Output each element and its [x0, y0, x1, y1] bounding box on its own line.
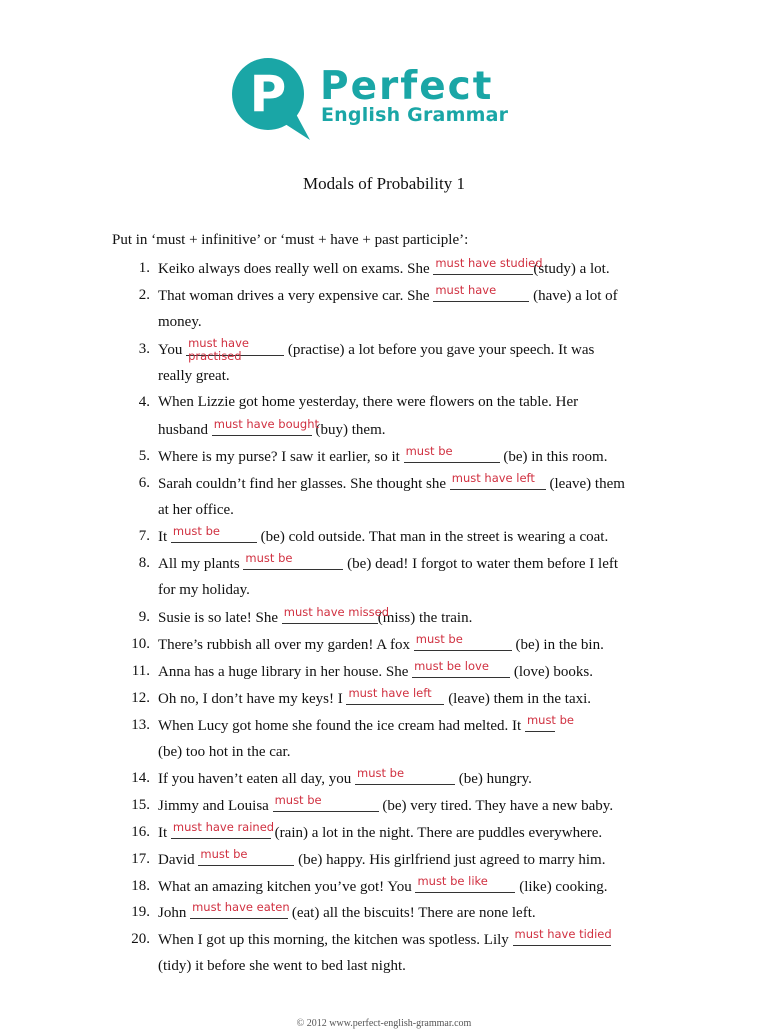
handwritten-answer: must have: [435, 283, 497, 297]
item-text-after: (be) dead! I forgot to water them before I left: [343, 556, 619, 572]
answer-blank[interactable]: [525, 713, 574, 732]
handwritten-answer: must be: [415, 632, 463, 646]
answer-blank[interactable]: [450, 471, 546, 490]
item-text-after: (study) a lot.: [533, 261, 610, 277]
item-text-before: It: [158, 529, 171, 545]
item-number: 6.: [138, 475, 150, 491]
handwritten-answer: must be: [526, 713, 574, 727]
item-text-after: (be) cold outside. That man in the street is wearing a coat.: [256, 529, 609, 545]
item-number: 14.: [131, 770, 150, 786]
answer-blank[interactable]: [243, 551, 343, 570]
item-continuation: (be) too hot in the car.: [158, 744, 291, 760]
item-text-after: (miss) the train.: [377, 610, 473, 626]
exercise-item: [158, 900, 536, 922]
exercise-item: [158, 686, 592, 708]
item-number: 7.: [138, 528, 150, 544]
handwritten-answer: must have missed: [283, 605, 390, 619]
item-text-before: Susie is so late! She: [158, 610, 282, 626]
exercise-item: [158, 336, 595, 363]
answer-blank[interactable]: [404, 444, 500, 463]
answer-blank[interactable]: [171, 820, 275, 839]
exercise-item: [158, 471, 625, 493]
exercise-item: [158, 393, 578, 411]
item-text-before: What an amazing kitchen you’ve got! You: [158, 879, 416, 895]
logo-speech-bubble-icon: [230, 58, 316, 142]
item-text-after: (leave) them in the taxi.: [444, 691, 592, 707]
item-text-after: (be) very tired. They have a new baby.: [378, 798, 614, 814]
item-text-before: Sarah couldn’t find her glasses. She thought she: [158, 476, 450, 492]
answer-blank[interactable]: [282, 605, 390, 624]
item-text-after: (be) in this room.: [499, 449, 608, 465]
item-text-before: You: [158, 342, 187, 358]
answer-blank[interactable]: [355, 766, 455, 785]
item-text-before: When I got up this morning, the kitchen was spotless. Lily: [158, 932, 513, 948]
exercise-item: [158, 847, 606, 869]
exercise-item: [158, 256, 610, 278]
item-number: 8.: [138, 555, 150, 571]
item-text-before: When Lizzie got home yesterday, there were flowers on the table. Her: [158, 394, 579, 410]
item-number: 12.: [131, 690, 150, 706]
item-text-before: Anna has a huge library in her house. She: [158, 664, 413, 680]
logo-subtitle: English Grammar: [321, 104, 509, 126]
handwritten-answer: must have left: [451, 471, 535, 485]
handwritten-answer: must be: [405, 444, 453, 458]
answer-blank[interactable]: [198, 847, 294, 866]
item-number: 1.: [138, 260, 150, 276]
item-number: 3.: [138, 341, 150, 357]
handwritten-answer: must be: [172, 524, 220, 538]
exercise-item: [158, 874, 608, 896]
item-text-after: (love) books.: [510, 664, 594, 680]
answer-blank[interactable]: [433, 283, 529, 302]
handwritten-answer: must have rained: [172, 820, 275, 834]
handwritten-answer: must have bought: [213, 417, 319, 431]
exercise-item: [158, 927, 612, 949]
item-number: 9.: [138, 609, 150, 625]
item-text-after: (have) a lot of: [529, 288, 618, 304]
handwritten-answer: must be: [357, 766, 405, 780]
item-continuation: really great.: [158, 368, 230, 384]
answer-blank[interactable]: [212, 417, 319, 436]
item-number: 11.: [131, 663, 150, 679]
item-number: 2.: [138, 287, 150, 303]
exercise-item: [158, 524, 609, 546]
exercise-item: [158, 632, 604, 654]
handwritten-answer: must have eaten: [192, 900, 290, 914]
item-text-after: (leave) them: [545, 476, 625, 492]
item-text-before: If you haven’t eaten all day, you: [158, 771, 356, 787]
answer-blank[interactable]: [412, 659, 510, 678]
item-text-before: David: [158, 852, 199, 868]
item-text-before: That woman drives a very expensive car. She: [158, 288, 434, 304]
answer-blank[interactable]: [433, 256, 543, 275]
page-title: Modals of Probability 1: [303, 174, 465, 193]
exercise-item: [158, 659, 594, 681]
item-text-before: Jimmy and Louisa: [158, 798, 273, 814]
item-number: 10.: [131, 636, 150, 652]
item-number: 15.: [131, 797, 150, 813]
item-text-before: Where is my purse? I saw it earlier, so it: [158, 449, 404, 465]
handwritten-answer: must be like: [417, 874, 488, 888]
item-text-before: All my plants: [158, 556, 244, 572]
exercise-item: [158, 820, 603, 842]
exercise-item: [158, 444, 608, 466]
exercise-item: [158, 551, 619, 573]
handwritten-answer: must have left: [348, 686, 432, 700]
item-number: 5.: [138, 448, 150, 464]
answer-blank[interactable]: [190, 900, 290, 919]
item-text-before: Oh no, I don’t have my keys! I: [158, 691, 347, 707]
answer-blank[interactable]: [186, 336, 284, 363]
answer-blank[interactable]: [273, 793, 379, 812]
answer-blank[interactable]: [513, 927, 612, 946]
item-number: 19.: [131, 904, 150, 920]
answer-blank[interactable]: [171, 524, 257, 543]
item-continuation: at her office.: [158, 502, 234, 518]
handwritten-answer: must have practised: [188, 336, 249, 363]
answer-blank[interactable]: [414, 632, 512, 651]
exercise-item: [158, 283, 618, 305]
item-text-after: (be) hungry.: [455, 771, 532, 787]
exercise-item: [158, 713, 574, 735]
item-number: 4.: [138, 394, 150, 410]
item-text-before: There’s rubbish all over my garden! A fox: [158, 637, 414, 653]
item-text-before: husband: [158, 422, 212, 438]
item-number: 18.: [131, 878, 150, 894]
item-text-after: (practise) a lot before you gave your speech. It was: [284, 342, 595, 358]
logo-title: Perfect: [320, 64, 494, 109]
item-text-before: John: [158, 905, 191, 921]
logo: [230, 58, 510, 142]
item-text-after: (be) happy. His girlfriend just agreed to marry him.: [294, 852, 606, 868]
handwritten-answer: must be love: [414, 659, 489, 673]
item-text-before: It: [158, 825, 171, 841]
item-continuation: money.: [158, 314, 202, 330]
handwritten-answer: must have studied: [435, 256, 543, 270]
handwritten-answer: must be: [200, 847, 248, 861]
item-text-after: (eat) all the biscuits! There are none left.: [288, 905, 536, 921]
item-number: 16.: [131, 824, 150, 840]
item-continuation: for my holiday.: [158, 582, 250, 598]
exercise-item: [158, 793, 614, 815]
item-text-before: When Lucy got home she found the ice cream had melted. It: [158, 718, 525, 734]
logo-letter: P: [249, 65, 287, 123]
answer-blank[interactable]: [346, 686, 444, 705]
item-number: 17.: [131, 851, 150, 867]
handwritten-answer: must be: [274, 793, 322, 807]
exercise-item: [158, 417, 386, 439]
item-continuation: (tidy) it before she went to bed last night.: [158, 958, 406, 974]
exercise-item: [158, 766, 532, 788]
item-text-after: (buy) them.: [311, 422, 386, 438]
item-text-after: (rain) a lot in the night. There are puddles everywhere.: [270, 825, 603, 841]
footer: © 2012 www.perfect-english-grammar.com: [296, 1018, 472, 1029]
exercise-item: [158, 605, 473, 627]
item-text-after: (be) in the bin.: [511, 637, 604, 653]
item-number: 20.: [131, 931, 150, 947]
handwritten-answer: must be: [245, 551, 293, 565]
answer-blank[interactable]: [415, 874, 515, 893]
item-text-after: (like) cooking.: [515, 879, 608, 895]
item-number: 13.: [131, 717, 150, 733]
instruction: Put in ‘must + infinitive’ or ‘must + have + past participle’:: [112, 232, 469, 248]
item-text-before: Keiko always does really well on exams. She: [158, 261, 434, 277]
handwritten-answer: must have tidied: [514, 927, 612, 941]
